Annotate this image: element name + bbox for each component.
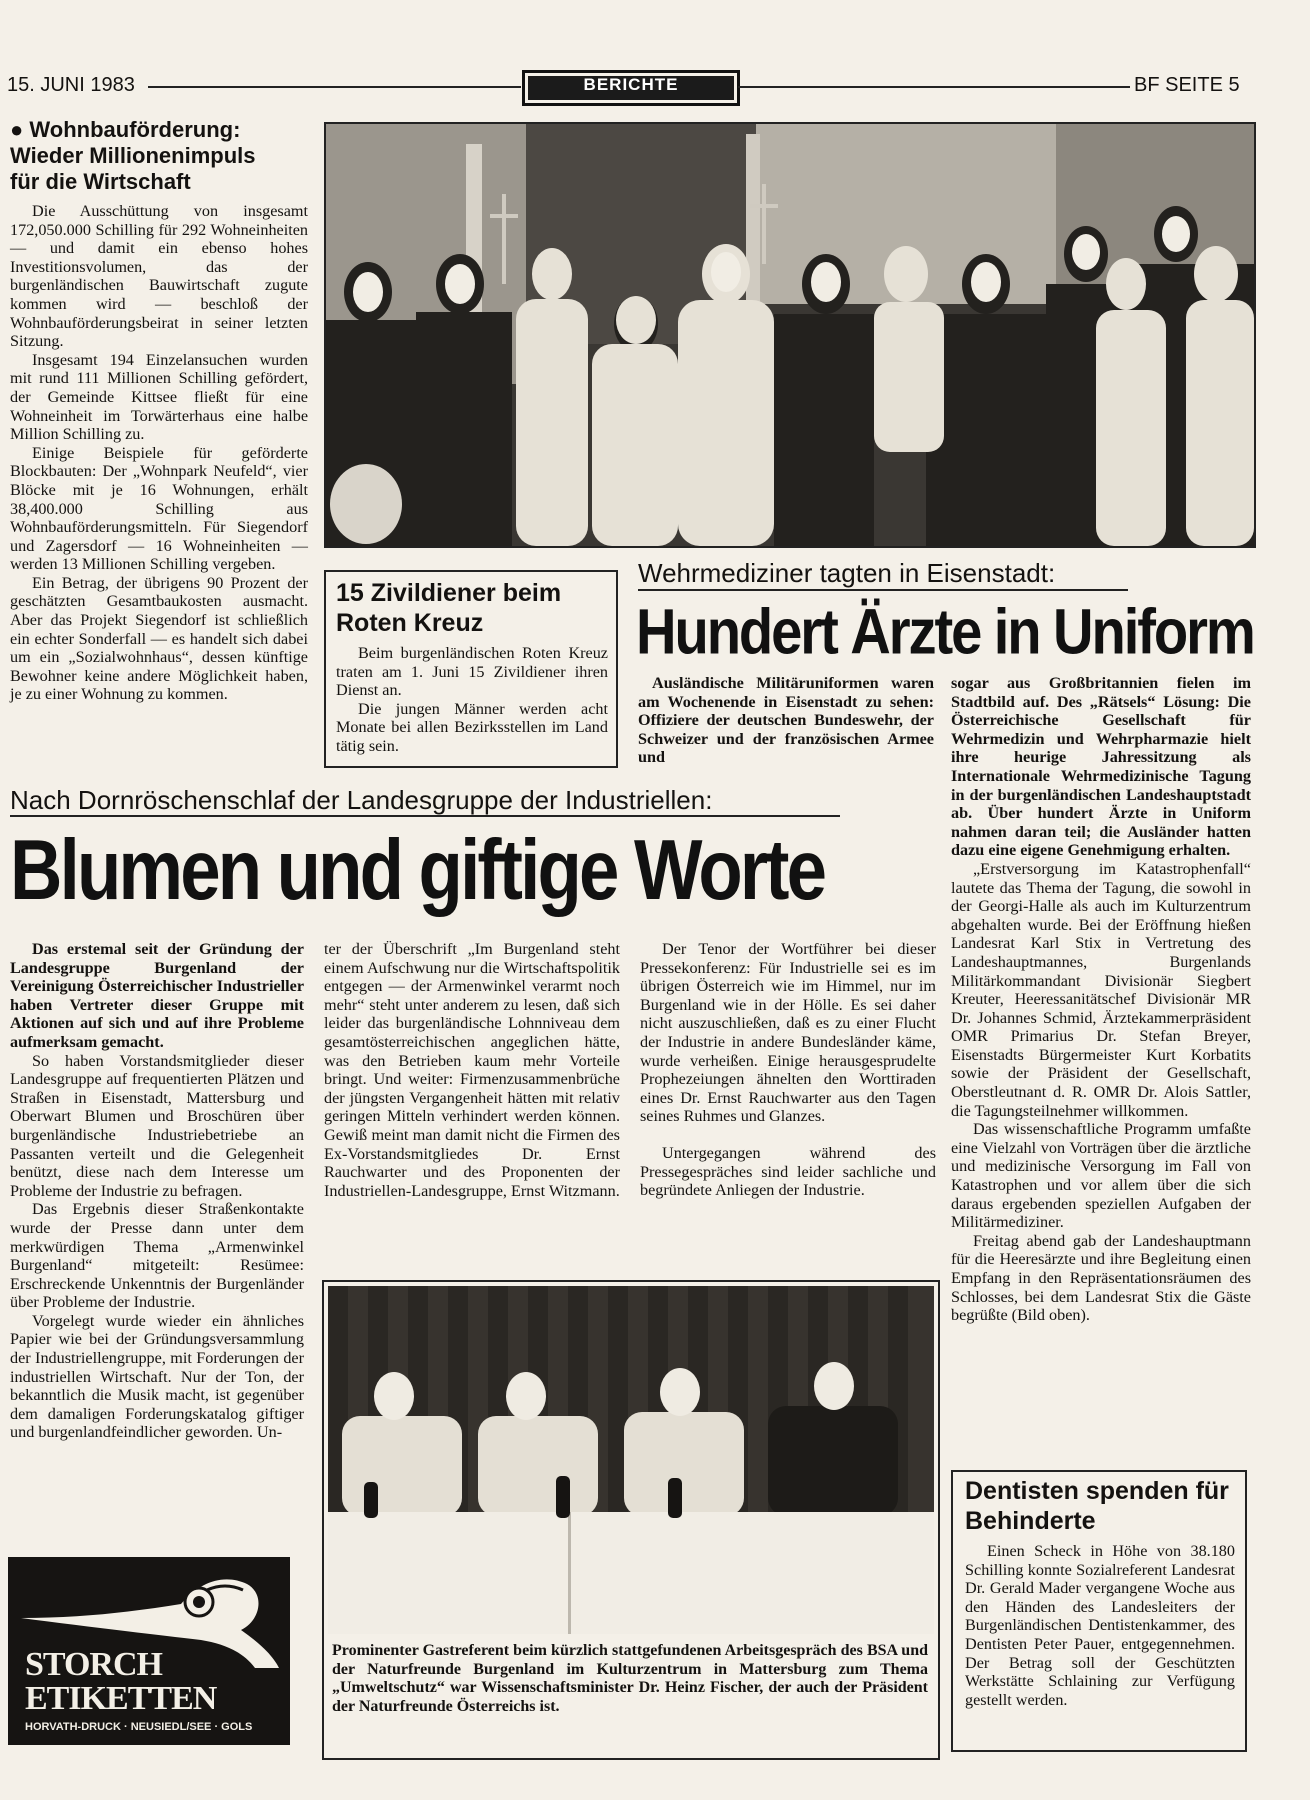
zivildiener-box (324, 570, 618, 768)
press-conference-photo-image (328, 1286, 934, 1634)
zivildiener-title: 15 Zivildiener beim Roten Kreuz (336, 579, 562, 637)
dentisten-box (951, 1470, 1247, 1752)
header-rule-left (148, 86, 521, 88)
wehr-lead-paragraph1: Ausländische Militäruniformen waren am Wochenende in Eisenstadt zu sehen: Offiziere der deutschen Bundeswehr, der Schweizer und der französischen Armee und (638, 674, 934, 767)
wohnbau-headline-line3: für die Wirtschaft (10, 169, 191, 194)
wohnbau-paragraph: Die Ausschüttung von insgesamt 172,050.000 Schilling für 292 Wohneinheiten — und damit ein ebenso hohes Investitionsvolumen, das der burgenländischen Bauwirtschaft zugute kommen wird — beschloß der Wohnbauförderungsbeirat in seiner letzten Sitzung. (10, 202, 308, 351)
wohnbau-paragraph: Insgesamt 194 Einzelansuchen wurden mit rund 111 Millionen Schilling gefördert, der Gemeinde Kittsee fließt für eine Wohneinheit im Torwärterhaus eine halbe Million Schilling zu. (10, 350, 308, 444)
wohnbau-headline (10, 117, 310, 195)
page-number: BF SEITE 5 (1134, 74, 1240, 96)
wehr-kicker-rule (638, 589, 1128, 591)
ad-footer: HORVATH-DRUCK · NEUSIEDL/SEE · GOLS (25, 1721, 253, 1733)
wohnbau-headline-line1: ● Wohnbauförderung: (10, 117, 241, 142)
industrie-paragraph: So haben Vorstandsmitglieder dieser Landesgruppe auf frequentierten Plätzen und Straßen in Eisenstadt, Mattersburg und Oberwart Blumen und Broschüren über burgenländische Industriebetriebe an Passanten verteilt und die Gelegenheit benützt, diese nach dem Interesse um Probleme der Industrie zu befragen. (10, 1051, 304, 1200)
press-conference-photo (328, 1286, 934, 1634)
section-label-box (522, 70, 740, 106)
industrie-kicker: Nach Dornröschenschlaf der Landesgruppe der Industriellen: (10, 785, 713, 815)
industrie-paragraph: Der Tenor der Wortführer bei dieser Pressekonferenz: Für Industrielle sei es im übrigen Österreich wie im Himmel, nur im Burgenland wie in der Hölle. Es sei daher nicht auszuschließen, daß es zu einer Flucht der Industrie in andere Bundesländer käme, wurde verheißen. Einige herausgesprudelte Prophezeiungen ähnelten den Worttiraden eines Dr. Ernst Rauchwarter aus den Tagen seines Ruhmes und Glanzes. (640, 940, 936, 1126)
ad-title-line1: STORCH (25, 1646, 162, 1683)
dentisten-title: Dentisten spenden für Behinderte (965, 1477, 1229, 1535)
header-rule-right (738, 86, 1130, 88)
wehr-paragraph: „Erstversorgung im Katastrophenfall“ lautete das Thema der Tagung, die sowohl in der Georgi-Halle als auch im Kulturzentrum abgehalten wurde. Bei der Eröffnung hießen Landesrat Karl Stix in Vertretung des Landeshauptmannes, Burgenlands Militärkommandant Divisionär Siegbert Kreuter, Heeressanitätschef Divisionär MR Dr. Johannes Schmid, Ärztekammerpräsident OMR Primarius Dr. Stefan Breyer, Eisenstadts Bürgermeister Kurt Korbatits sowie der Präsident der Gesellschaft, Oberstleutnant d. R. OMR Dr. Alois Sattler, die Tagungsteilnehmer willkommen. (951, 859, 1251, 1120)
dentisten-body (965, 1542, 1235, 1709)
industrie-col3 (640, 940, 936, 1200)
industrie-col1 (10, 940, 304, 1442)
industrie-lead: Das erstemal seit der Gründung der Landesgruppe Burgenland der Vereinigung Österreichischer Industrieller haben Vertreter dieser Gruppe mit Aktionen auf sich und auf ihre Probleme aufmerksam gemacht. (10, 940, 304, 1051)
wohnbau-paragraph: Ein Betrag, der übrigens 90 Prozent der geschätzten Gesamtbaukosten ausmacht. Aber das Projekt Siegendorf ist schließlich ein echter Sonderfall — es handelt sich dabei um ein „Sozialwohnhaus“, dessen künftige Bewohner keine andere Möglichkeit haben, je zu einer Wohnung zu kommen. (10, 573, 308, 704)
zivildiener-paragraph: Beim burgenländischen Roten Kreuz traten am 1. Juni 15 Zivildiener ihren Dienst an. (336, 644, 608, 700)
ad-title-line2: ETIKETTEN (25, 1680, 217, 1717)
storch-etiketten-ad (8, 1557, 290, 1745)
issue-date: 15. JUNI 1983 (7, 74, 135, 96)
industrie-paragraph: Untergegangen während des Pressegespräches sind leider sachliche und begründete Anliegen der Industrie. (640, 1143, 936, 1200)
reception-photo (324, 122, 1256, 548)
wehr-headline: Hundert Ärzte in Uniform (636, 597, 1254, 668)
industrie-kicker-rule (10, 815, 840, 817)
zivildiener-paragraph: Die jungen Männer werden acht Monate bei allen Bezirksstellen im Land tätig sein. (336, 699, 608, 755)
zivildiener-body (336, 644, 608, 756)
press-conference-caption: Prominenter Gastreferent beim kürzlich stattgefundenen Arbeitsgespräch des BSA und der Naturfreunde Burgenland im Kulturzentrum in Mattersburg zum Thema „Umweltschutz“ war Wissenschaftsminister Dr. Heinz Fischer, der auch der Präsident der Naturfreunde Österreichs ist. (332, 1642, 928, 1715)
wohnbau-headline-line2: Wieder Millionenimpuls (10, 143, 256, 168)
press-conference-photo-frame (322, 1280, 940, 1760)
industrie-paragraph: Das Ergebnis dieser Straßenkontakte wurde der Presse dann unter dem merkwürdigen Thema „Armenwinkel Burgenland“ mitgeteilt: Resümee: Erschreckende Unkenntnis der Burgenländer über Probleme der Industrie. (10, 1200, 304, 1312)
wehr-lead-col1 (638, 674, 934, 767)
reception-photo-image (326, 124, 1254, 546)
wehr-paragraph: Das wissenschaftliche Programm umfaßte eine Vielzahl von Vorträgen über die ärztliche und medizinische Versorgung im Fall von Katastrophen und vor allem über die sich daraus ergebenden speziellen Aufgaben der Militärmediziner. (951, 1120, 1251, 1232)
wohnbau-paragraph: Einige Beispiele für geförderte Blockbauten: Der „Wohnpark Neufeld“, vier Blöcke mit je 16 Wohnungen, erhält 38,400.000 Schilling aus Wohnbauförderungsmitteln. Für Siegendorf und Zagersdorf — 16 Wohneinheiten — werden 13 Millionen Schilling vergeben. (10, 443, 308, 574)
industrie-paragraph: Vorgelegt wurde wieder ein ähnliches Papier wie bei der Gründungsversammlung der Industriellengruppe, mit Forderungen der industriellen Wirtschaft. Nur der Ton, der bekanntlich die Musik macht, ist gegenüber dem damaligen Forderungskatalog giftiger und burgenlandfeindlicher geworden. Un- (10, 1311, 304, 1442)
wehr-lead-paragraph2: sogar aus Großbritannien fielen im Stadtbild auf. Des „Rätsels“ Lösung: Die Österreichische Gesellschaft für Wehrmedizin und Wehrpharmazie hielt ihre heurige Jahressitzung als Internationale Wehrmedizinische Tagung in der burgenländischen Landeshauptstadt ab. Über hundert Ärzte in Uniform nahmen daran teil; die Ausländer hatten dazu eine eigene Genehmigung erhalten. (951, 674, 1251, 860)
wehr-kicker: Wehrmediziner tagten in Eisenstadt: (638, 558, 1056, 588)
wohnbau-body (10, 202, 308, 704)
industrie-col2 (324, 940, 620, 1200)
wehr-paragraph: Freitag abend gab der Landeshauptmann für die Heeresärzte und ihre Begleitung einen Empfang in den Repräsentationsräumen des Schlosses, bei dem Landesrat Stix die Gäste begrüßte (Bild oben). (951, 1231, 1251, 1325)
industrie-headline: Blumen und giftige Worte (10, 820, 825, 918)
section-label: BERICHTE (528, 76, 734, 100)
bullet-icon: ● (10, 117, 30, 142)
industrie-paragraph: ter der Überschrift „Im Burgenland steht einem Aufschwung nur die Wirtschaftspolitik entgegen — der Armenwinkel verarmt noch mehr“ steht unter anderem zu lesen, daß sich leider das burgenländische Lohnniveau dem gesamtösterreichischen angeglichen hätte, was den Betrieben kaum mehr Vorteile bringt. Und weiter: Firmenzusammenbrüche der jüngsten Vergangenheit hätten mit relativ geringen Mitteln verhindert werden können. Gewiß meint man damit nicht die Firmen des Ex-Vorstandsmitgliedes Dr. Ernst Rauchwarter und des Proponenten der Industriellen-Landesgruppe, Ernst Witzmann. (324, 940, 620, 1200)
dentisten-paragraph: Einen Scheck in Höhe von 38.180 Schilling konnte Sozialreferent Landesrat Dr. Gerald Mader vergangene Woche aus den Händen des Landesleiters der Burgenländischen Dentistenkammer, des Dentisten Peter Pauer, entgegennehmen. Der Betrag soll der Geschützten Werkstätte Schlaining zur Verfügung gestellt werden. (965, 1542, 1235, 1709)
wehr-right-column (951, 674, 1251, 1325)
